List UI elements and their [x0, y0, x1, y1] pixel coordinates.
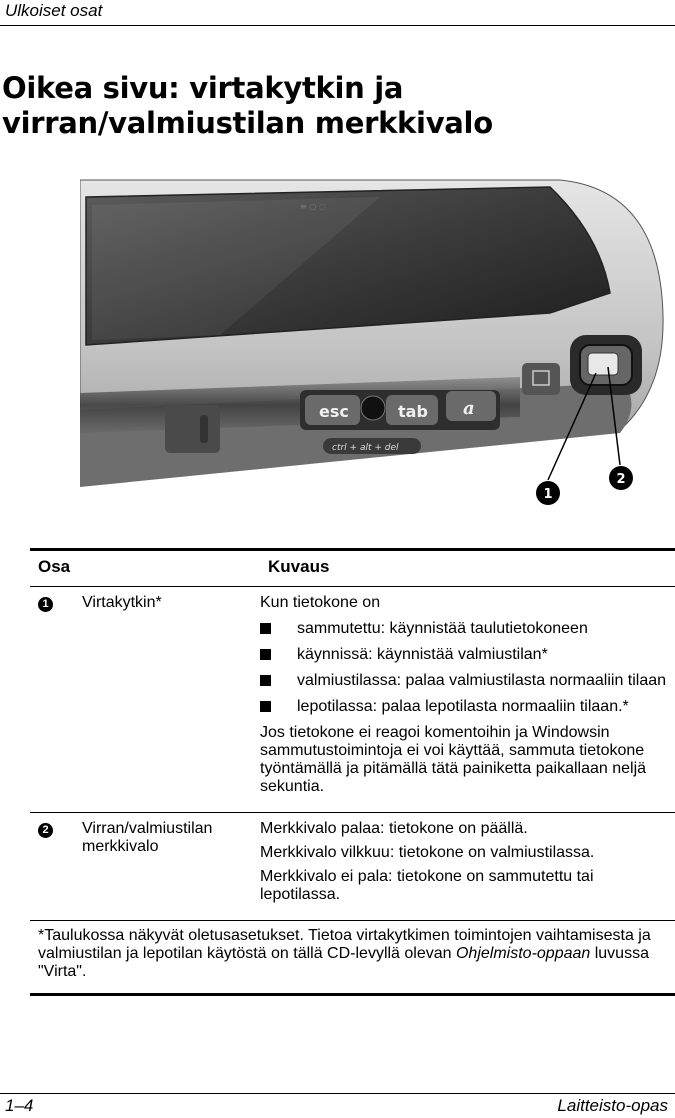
part-description: [260, 813, 675, 921]
list-item: sammutettu: käynnistää taulutietokoneen: [260, 620, 669, 638]
part-description: [260, 587, 675, 813]
header-part: Osa: [30, 550, 260, 587]
description-line: Merkkivalo palaa: tietokone on päällä.: [260, 820, 528, 837]
table-row: [30, 587, 675, 813]
part-name: Virran/valmiustilan merkkivalo: [82, 813, 260, 921]
description-line: Merkkivalo vilkkuu: tietokone on valmiustilassa.: [260, 844, 595, 861]
bullet-square-icon: [260, 701, 271, 712]
svg-text:≡ ○ ◌: ≡ ○ ◌: [300, 202, 326, 211]
esc-key-label: esc: [319, 402, 349, 421]
table-row: [30, 813, 675, 921]
list-item: käynnissä: käynnistää valmiustilan*: [260, 646, 669, 664]
footnote-row: [30, 921, 675, 995]
tablet-illustration: [80, 175, 670, 505]
list-item: lepotilassa: palaa lepotilasta normaaliin tilaan.*: [260, 698, 669, 716]
alpha-key-label: a: [463, 398, 475, 419]
state-list: [260, 620, 669, 716]
description-note: Jos tietokone ei reagoi komentoihin ja Windowsin sammutustoimintoja ei voi käyttää, sammuta tietokone työntämällä ja pitämällä tätä painiketta paikallaan neljä sekuntia.: [260, 724, 647, 795]
callout-1-label: 1: [543, 487, 553, 502]
ctrl-alt-del-caption: ctrl + alt + del: [332, 443, 399, 453]
page-title: Oikea sivu: virtakytkin ja virran/valmiustilan merkkivalo: [2, 71, 493, 140]
header-rule: [0, 25, 675, 26]
list-item: valmiustilassa: palaa valmiustilasta normaaliin tilaan: [260, 672, 669, 690]
row-number-cell: [30, 813, 82, 921]
bullet-square-icon: [260, 623, 271, 634]
description-line: Merkkivalo ei pala: tietokone on sammutettu tai lepotilassa.: [260, 868, 594, 903]
part-name: Virtakytkin*: [82, 587, 260, 813]
component-table: [30, 548, 675, 996]
header-description: Kuvaus: [260, 550, 675, 587]
running-header: Ulkoiset osat: [5, 1, 103, 20]
book-title: Laitteisto-opas: [557, 1096, 668, 1115]
guide-title: Ohjelmisto-oppaan: [455, 945, 591, 962]
bullet-square-icon: [260, 675, 271, 686]
table-footnote: *Taulukossa näkyvät oletusasetukset. Tietoa virtakytkimen toimintojen vaihtamisesta ja valmiustilan ja lepotilan käytöstä on tällä CD-levyllä olevan Ohjelmisto-oppaan luvussa "Virta".: [30, 921, 675, 995]
footer-rule: [0, 1093, 675, 1094]
callout-number-icon: 1: [38, 597, 53, 612]
tab-key-label: tab: [398, 402, 428, 421]
bullet-square-icon: [260, 649, 271, 660]
page-number: 1–4: [5, 1096, 34, 1115]
callout-number-icon: 2: [38, 823, 53, 838]
row-number-cell: [30, 587, 82, 813]
callout-2-label: 2: [616, 472, 626, 487]
table-header-row: [30, 550, 675, 587]
description-intro: Kun tietokone on: [260, 594, 381, 611]
